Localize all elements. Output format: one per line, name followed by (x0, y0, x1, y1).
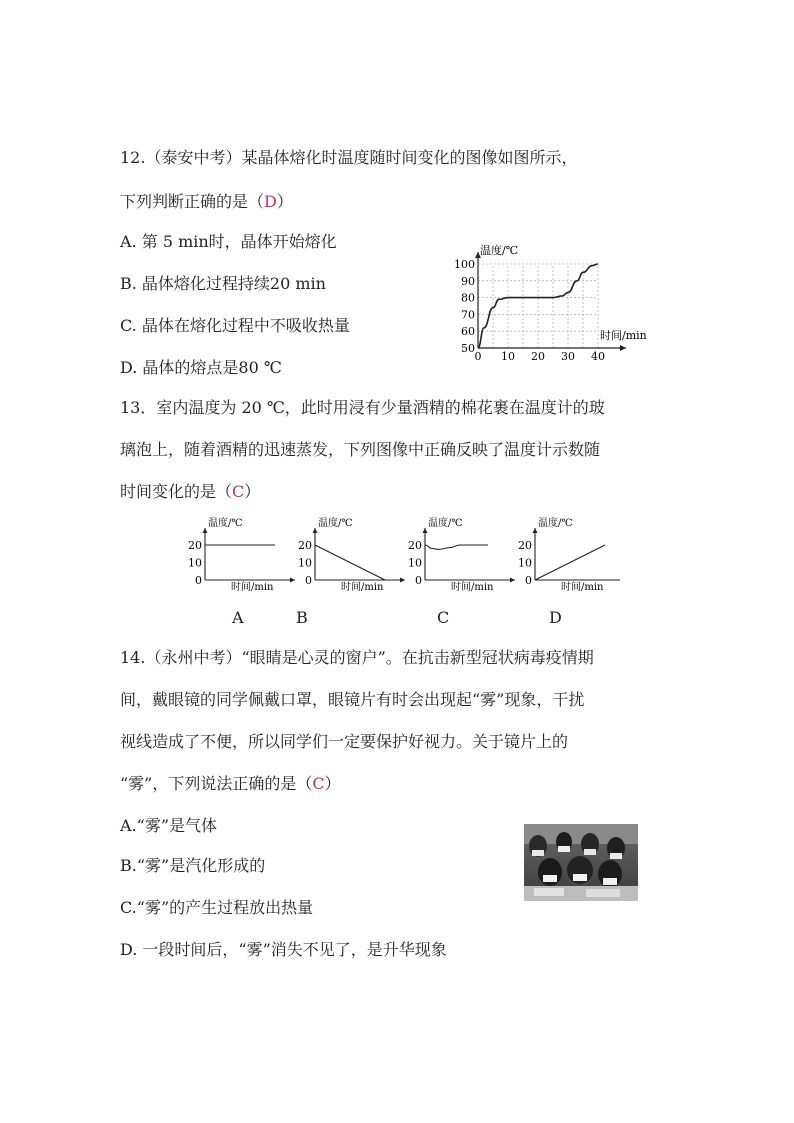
q12-stem-line1: 12.（泰安中考）某晶体熔化时温度随时间变化的图像如图所示， (120, 148, 578, 167)
q13-stem-line3 (120, 482, 260, 502)
q12-x-tick-label: 0 (474, 350, 482, 363)
q13-xlabel: 时间/min (561, 582, 604, 593)
q14-option-d: D. 一段时间后，“雾”消失不见了，是升华现象 (120, 940, 447, 959)
q12-x-arrow (620, 345, 626, 351)
q14-stem-line3: 视线造成了不便，所以同学们一定要保护好视力。关于镜片上的 (120, 732, 569, 751)
q12-ticks (454, 258, 605, 363)
q13-chart-d (518, 516, 620, 593)
q13-y-tick-label: 0 (525, 574, 532, 587)
q12-answer: D (264, 192, 277, 211)
q13-y-tick-label: 0 (195, 574, 202, 587)
q13-stem-pre: 时间变化的是（ (120, 482, 233, 501)
q14-stem-pre: “雾”，下列说法正确的是（ (120, 774, 313, 793)
q13-xlabel: 时间/min (231, 582, 274, 593)
q13-y-arrow (313, 528, 318, 533)
q12-stem-pre: 下列判断正确的是（ (120, 192, 265, 211)
q13-chart-a (188, 516, 295, 593)
q13-stem-post: ） (244, 482, 261, 501)
q12-y-tick-label: 50 (461, 342, 475, 355)
q13-label-b: B (296, 608, 308, 627)
q13-y-tick-label: 20 (408, 539, 422, 552)
q12-option-c: C. 晶体在熔化过程中不吸收热量 (120, 316, 350, 335)
q14-stem-line4 (120, 774, 341, 794)
q13-y-tick-label: 10 (298, 556, 312, 570)
q13-x-arrow (510, 578, 515, 583)
q13-ylabel: 温度/℃ (318, 518, 353, 529)
q13-series-line (315, 545, 385, 580)
q14-stem-line1: 14.（永州中考）“眼睛是心灵的窗户”。在抗击新型冠状病毒疫情期 (120, 648, 594, 667)
q13-stem-line2: 璃泡上，随着酒精的迅速蒸发，下列图像中正确反映了温度计示数随 (120, 440, 601, 459)
q14-option-a: A.“雾”是气体 (120, 816, 218, 835)
q13-y-arrow (533, 528, 538, 533)
q13-answer: C (232, 482, 245, 501)
q13-y-tick-label: 20 (518, 539, 532, 552)
q13-label-a: A (232, 608, 244, 627)
q13-series-line (535, 545, 605, 580)
q13-x-arrow (400, 578, 405, 583)
q12-option-b: B. 晶体熔化过程持续20 min (120, 274, 326, 293)
q13-ylabel: 温度/℃ (208, 518, 243, 529)
q13-y-tick-label: 10 (408, 556, 422, 570)
q13-xlabel: 时间/min (451, 582, 494, 593)
q12-y-tick-label: 60 (461, 325, 475, 339)
q12-stem-line2 (120, 192, 293, 212)
q12-x-tick-label: 40 (591, 350, 605, 363)
q12-y-tick-label: 90 (461, 274, 475, 288)
q13-y-tick-label: 10 (518, 556, 532, 570)
q13-xlabel: 时间/min (341, 582, 384, 593)
q12-option-a: A. 第 5 min时，晶体开始熔化 (120, 232, 337, 251)
q12-xlabel: 时间/min (600, 329, 647, 342)
q13-chart-c (408, 516, 515, 593)
q13-stem-line1: 13．室内温度为 20 ℃，此时用浸有少量酒精的棉花裹在温度计的玻 (120, 398, 605, 417)
q13-series-line (425, 545, 488, 549)
q14-option-c: C.“雾”的产生过程放出热量 (120, 898, 314, 917)
q13-ylabel: 温度/℃ (428, 518, 463, 529)
q13-x-arrow (290, 578, 295, 583)
q13-y-arrow (203, 528, 208, 533)
classroom-photo (524, 824, 638, 901)
q13-y-arrow (423, 528, 428, 533)
q13-y-tick-label: 20 (188, 539, 202, 552)
q13-label-c: C (437, 608, 450, 627)
q14-stem-line2: 间，戴眼镜的同学佩戴口罩，眼镜片有时会出现起“雾”现象，干扰 (120, 690, 585, 709)
q12-y-tick-label: 80 (461, 291, 475, 305)
q13-charts (180, 510, 620, 600)
q13-ylabel: 温度/℃ (538, 518, 573, 529)
q12-stem-post: ） (276, 192, 293, 211)
q12-ylabel: 温度/℃ (480, 244, 519, 257)
q13-label-d: D (549, 608, 562, 627)
q12-x-tick-label: 30 (561, 350, 575, 363)
q12-y-tick-label: 100 (454, 258, 475, 271)
q14-option-b: B.“雾”是汽化形成的 (120, 856, 266, 875)
q12-x-tick-label: 10 (501, 350, 515, 363)
q12-option-d: D. 晶体的熔点是80 ℃ (120, 358, 282, 377)
q13-y-tick-label: 10 (188, 556, 202, 570)
q13-chart-b (298, 516, 405, 593)
q14-stem-post: ） (324, 774, 341, 793)
q12-x-tick-label: 20 (531, 350, 545, 363)
q12-chart (440, 236, 670, 370)
q12-y-tick-label: 70 (461, 308, 475, 322)
q13-y-tick-label: 0 (415, 574, 422, 587)
q13-y-tick-label: 20 (298, 539, 312, 552)
q14-answer: C (312, 774, 325, 793)
q13-y-tick-label: 0 (305, 574, 312, 587)
